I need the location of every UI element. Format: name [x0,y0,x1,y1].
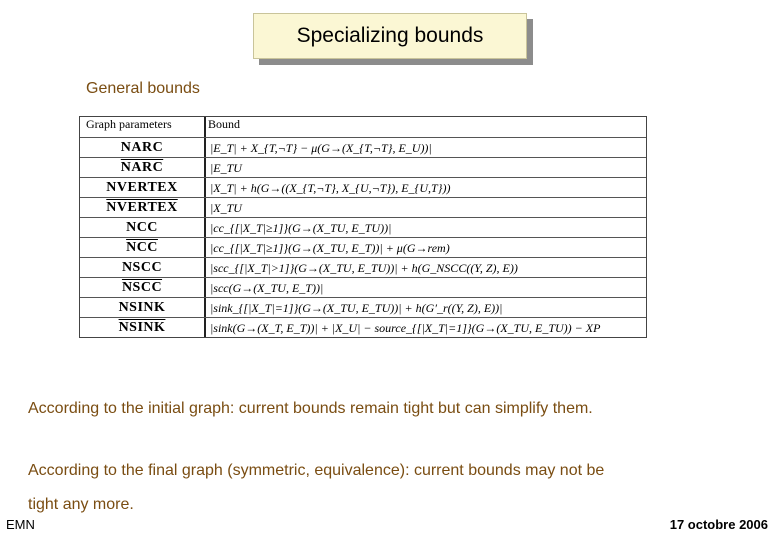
table-row [80,297,646,318]
table-row [80,177,646,198]
paragraph-final-graph-line1: According to the final graph (symmetric, equivalence): current bounds may not be [28,462,605,479]
row-param: NARC [120,160,164,175]
subheading: General bounds [86,80,200,97]
row-bound: |sink(G→(X_T, E_T))| + |X_U| − source_{[|X_T|=1]}(G→(X_TU, E_TU)) − XP [210,321,601,335]
table-row [80,277,646,298]
table-row [80,217,646,238]
row-param: NARC [120,140,164,155]
row-param: $\overline{NCC}$ [126,240,158,255]
table-row [80,317,646,338]
row-bound: |scc_{[|X_T|>1]}(G→(X_TU, E_TU))| + h(G_NSCC((Y, Z), E)) [210,261,518,275]
row-bound: |cc_{[|X_T|≥1]}(G→(X_TU, E_T))| + μ(G→rem) [210,241,450,255]
table-row [80,157,646,178]
slide-title [253,13,527,59]
bounds-table [79,116,647,338]
row-bound: |cc_{[|X_T|≥1]}(G→(X_TU, E_TU))| [210,221,392,235]
row-bound: |E_T| + X_{T,¬T} − μ(G→(X_{T,¬T}, E_U))| [210,141,432,155]
footer-left: EMN [6,517,35,532]
paragraph-final-graph-line2: tight any more. [28,496,134,513]
footer-date: 17 octobre 2006 [669,517,768,532]
row-bound: |scc(G→(X_TU, E_T))| [210,281,324,295]
row-bound: |X_TU [210,201,242,215]
column-header-params: Graph parameters [86,117,172,131]
row-param: NVERTEX [106,180,178,195]
table-row [80,237,646,258]
row-param: NSCC [121,280,163,295]
column-header-bound: Bound [208,117,241,131]
row-bound: |E_TU [210,161,242,175]
row-param: NCC [126,220,158,235]
table-row [80,257,646,278]
row-param: NSCC [121,260,163,275]
table-row [80,137,646,158]
row-bound: |sink_{[|X_T|=1]}(G→(X_TU, E_TU))| + h(G′_r((Y, Z), E))| [210,301,503,315]
row-param: NVERTEX [106,200,178,215]
slide-title-text: Specializing bounds [296,24,484,47]
table-row [80,197,646,218]
paragraph-initial-graph: According to the initial graph: current bounds remain tight but can simplify them. [28,400,593,417]
row-param: NSINK [118,320,166,335]
row-param: NSINK [118,300,166,315]
row-bound: |X_T| + h(G→((X_{T,¬T}, X_{U,¬T}), E_{U,T})) [210,181,451,195]
